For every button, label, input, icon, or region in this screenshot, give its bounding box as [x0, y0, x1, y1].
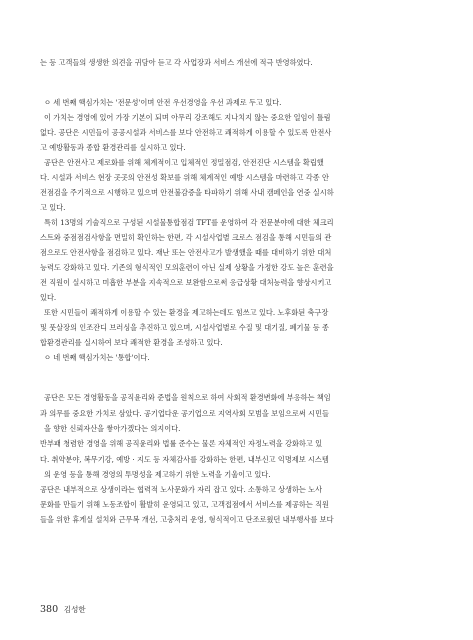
body-line: 다. 시설과 서비스 현장 곳곳의 안전성 확보를 위해 체계적인 예방 시스템을 마련하고 각종 안 [40, 173, 329, 182]
author-name: 김성한 [63, 605, 86, 614]
body-line: 공단은 모든 경영활동을 공직윤리와 준법을 원칙으로 하여 사회적 환경변화에 부응하는 책임 [44, 393, 331, 402]
body-line: 과 의무를 중요한 가치로 삼았다. 공기업다운 공기업으로 지역사회 모범을 보임으로써 시민들 [40, 409, 329, 418]
body-line: 특히 13명의 기술직으로 구성된 시설물통합점검 TFT를 운영하여 각 전문분야에 대한 체크리 [44, 218, 334, 227]
page-number: 380 [40, 604, 59, 615]
body-line: 전점검을 주기적으로 시행하고 있으며 안전불감증을 타파하기 위해 사내 캠페인을 연중 실시하 [40, 188, 334, 197]
body-line: 반부패 청렴한 경영을 위해 공직윤리와 법률 준수는 물론 자체적인 자정노력을 강화하고 있 [40, 439, 323, 448]
body-line: 또한 시민들이 쾌적하게 이용할 수 있는 환경을 제고하는데도 힘쓰고 있다. 노후화된 축구장 [44, 308, 329, 317]
body-line: 스트와 중점점검사항을 면밀히 확인하는 한편, 각 시설사업별 크로스 점검을 통해 시민들의 관 [40, 233, 332, 242]
body-line: 능력도 강화하고 있다. 기존의 형식적인 모의훈련이 아닌 실제 상황을 가정한 강도 높은 훈련을 [40, 263, 334, 272]
body-line: ㅇ 네 번째 핵심가치는 '통합'이다. [44, 353, 150, 362]
body-line: 고 있다. [40, 203, 66, 212]
body-line: 및 풋살장의 인조잔디 브러싱을 추진하고 있으며, 시설사업별로 수질 및 대기질, 폐기물 등 종 [40, 323, 329, 332]
body-line: 점으로도 안전사항을 점검하고 있다. 재난 또는 안전사고가 발생했을 때를 대비하기 위한 대처 [40, 248, 332, 257]
body-line: 문화를 만들기 위해 노동조합이 활발히 운영되고 있고, 고객접점에서 서비스를 제공하는 직원 [40, 500, 329, 509]
body-line: ㅇ 세 번째 핵심가치는 '전문성'이며 안전 우선경영을 우선 과제로 두고 있다. [44, 98, 282, 107]
body-line: 공단은 안전사고 제로화를 위해 체계적이고 입체적인 정밀점검, 안전진단 시스템을 확립했 [44, 158, 324, 167]
body-line: 합환경관리를 실시하여 보다 쾌적한 환경을 조성하고 있다. [40, 338, 223, 347]
body-line: 의 운영 등을 통해 경영의 투명성을 제고하기 위한 노력을 기울이고 있다. [44, 470, 271, 479]
body-line: 을 향한 신뢰자산을 쌓아가겠다는 의지이다. [44, 424, 181, 433]
body-line: 들을 위한 휴게실 설치와 근무복 개선, 고충처리 운영, 형식적이고 단조로웠던 내부행사를 보다 [40, 515, 334, 524]
body-line: 이 가치는 경영에 있어 가장 기본이 되며 아무리 강조해도 지나치지 않는 중요한 일임이 틀림 [44, 113, 331, 122]
body-line: 는 등 고객들의 생생한 의견을 귀담아 듣고 각 사업장과 서비스 개선에 적극 반영하였다. [40, 58, 313, 67]
body-line: 고 예방활동과 종합 환경관리를 실시하고 있다. [40, 143, 186, 152]
body-line: 없다. 공단은 시민들이 공공시설과 서비스를 보다 안전하고 쾌적하게 이용할 수 있도록 안전사 [40, 128, 332, 137]
body-line: 공단은 내부적으로 상생이라는 협력적 노사문화가 자리 잡고 있다. 소통하고 상생하는 노사 [40, 485, 323, 494]
page-footer [40, 604, 86, 615]
body-line: 다. 취약분야, 복무기강, 예방 · 지도 등 자체감사를 강화하는 한편, 내부신고 익명제보 시스템 [40, 455, 329, 464]
body-line: 있다. [40, 293, 57, 302]
body-line: 전 직원이 실시하고 미흡한 부분을 지속적으로 보완함으로써 응급상황 대처능력을 향상시키고 [40, 278, 332, 287]
